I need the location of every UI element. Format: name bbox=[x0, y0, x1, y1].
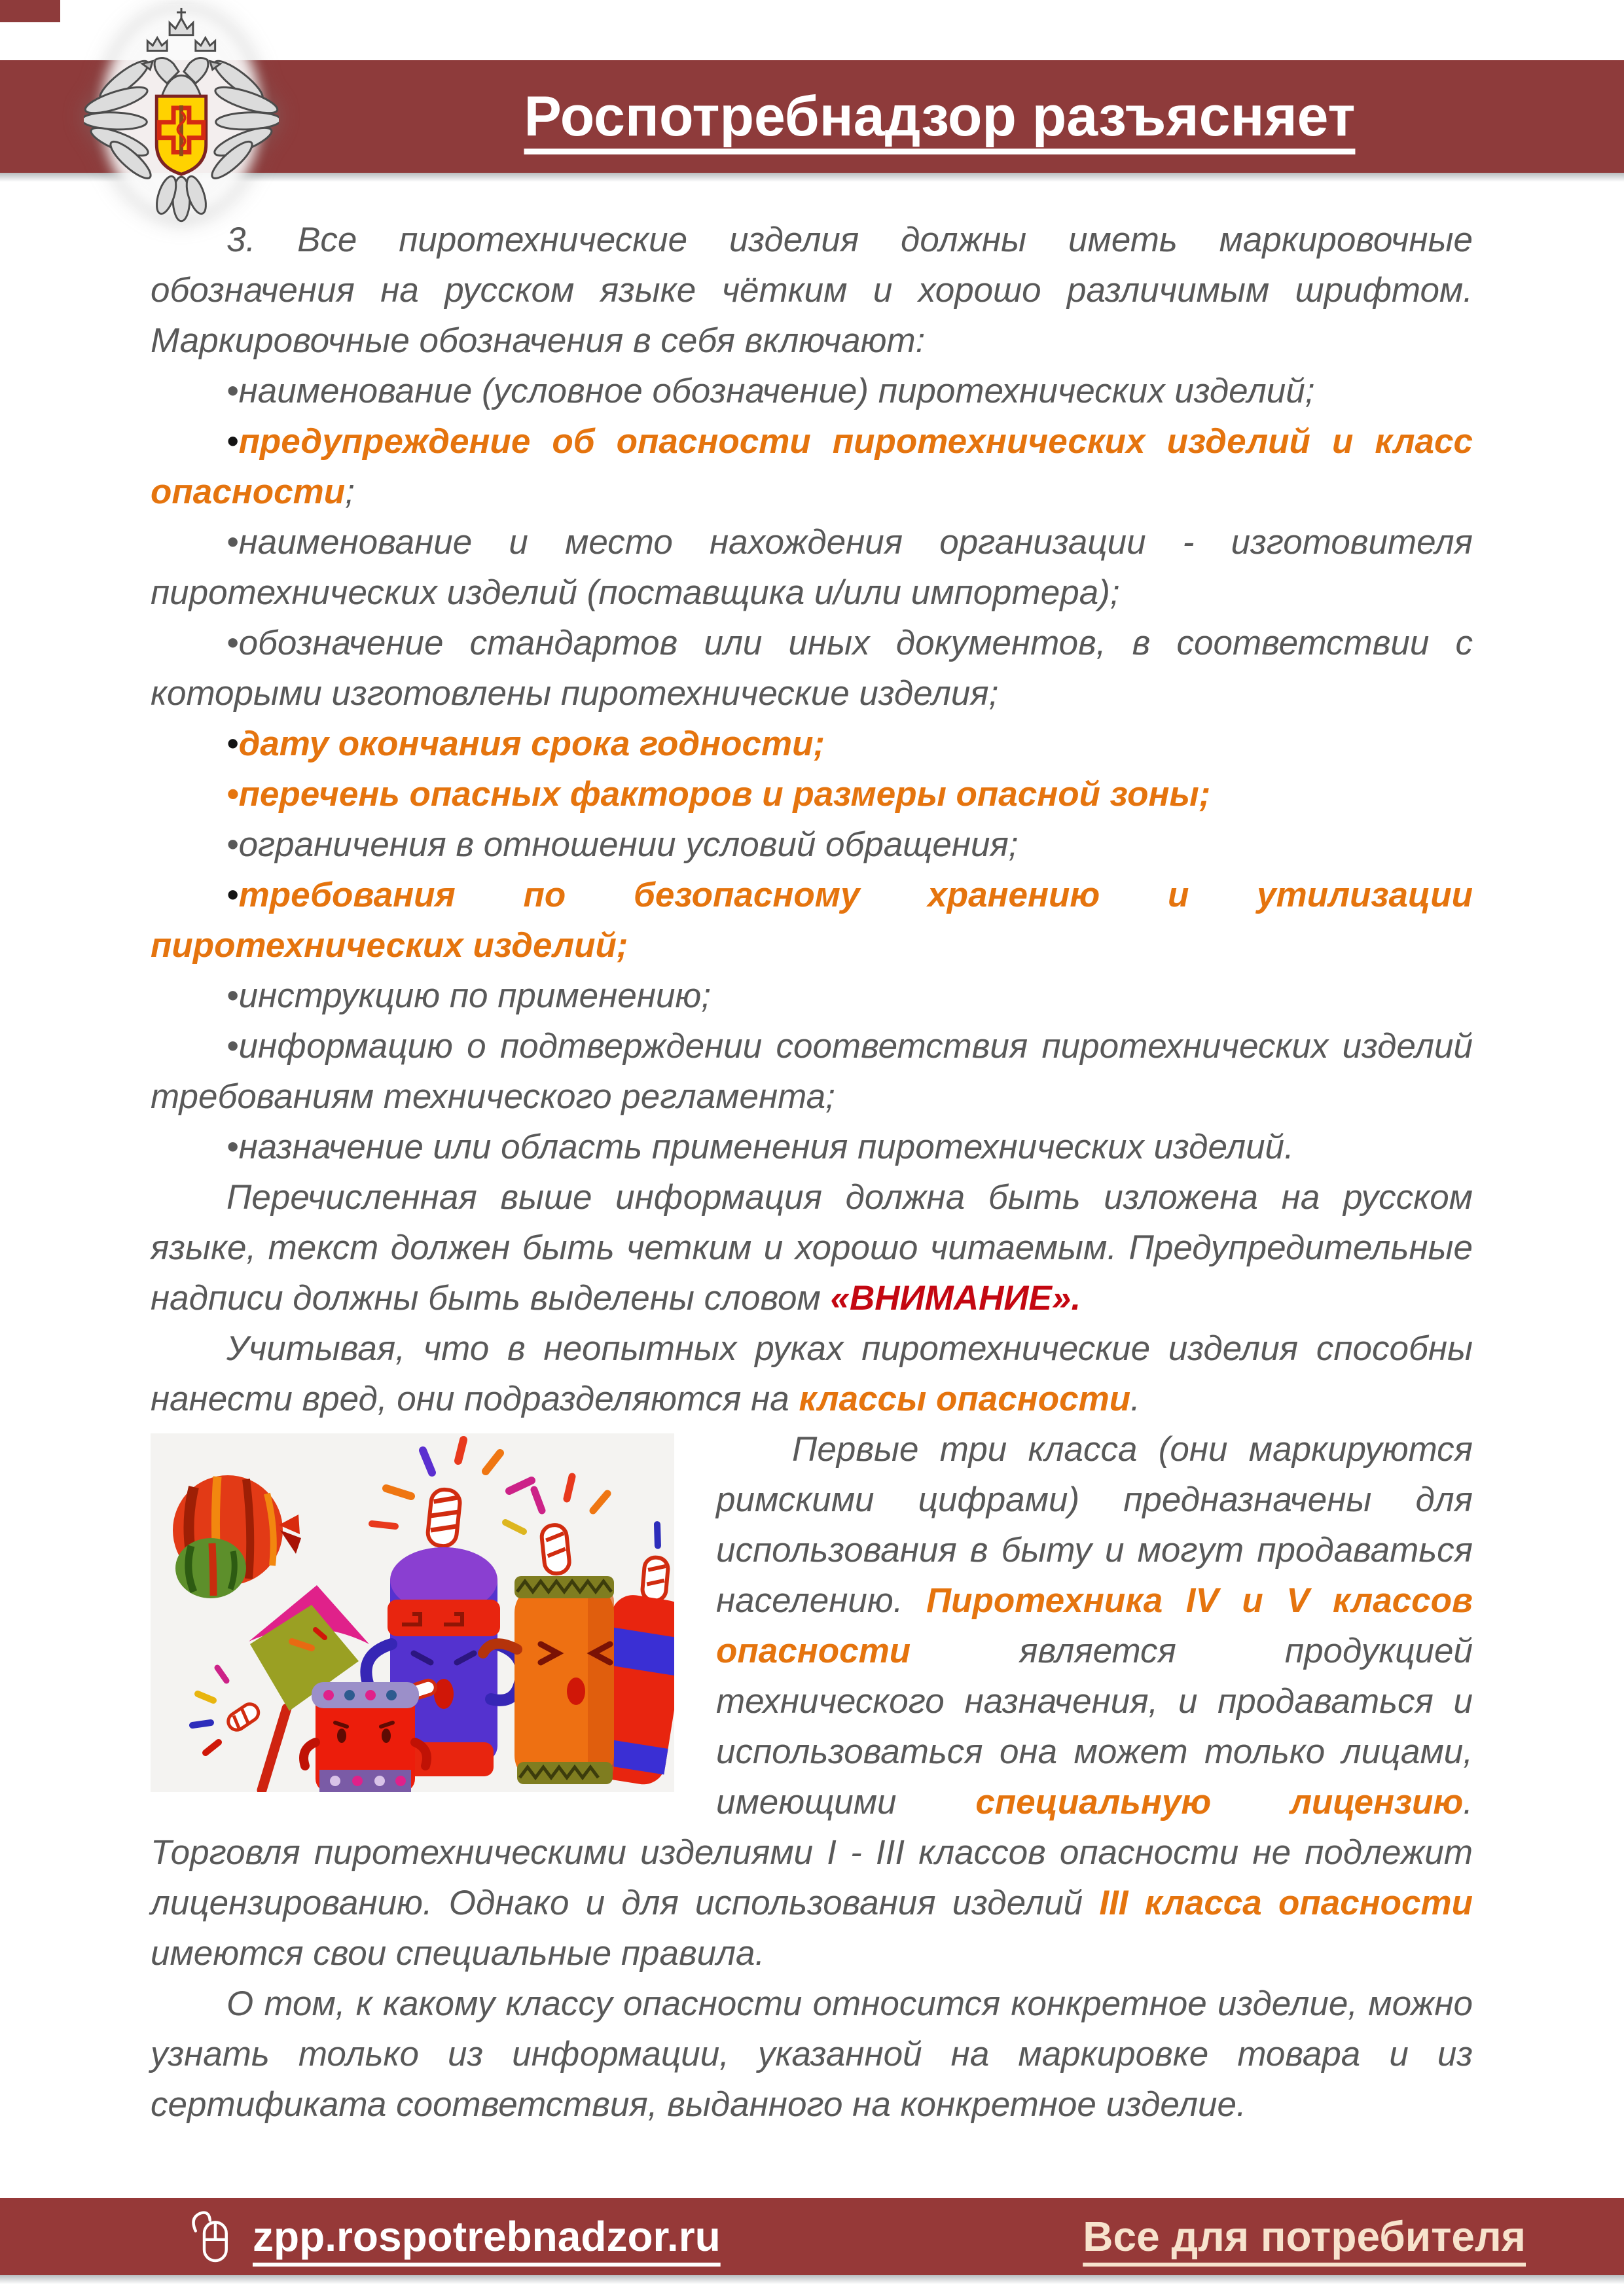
text-segment: обозначение стандартов или иных документов, в соответствии с которыми изготовлены пиротехнические изделия; bbox=[151, 624, 1473, 713]
bullet-item bbox=[151, 1021, 1473, 1122]
bullet-marker: • bbox=[226, 422, 239, 461]
text-segment: инструкцию по применению; bbox=[238, 977, 712, 1015]
text-segment: . Торговля пиротехническими изделиями I - III классов опасности не подлежит лицензированию. Однако и для использования изделий bbox=[151, 1783, 1473, 1922]
text-segment: информацию о подтверждении соответствия пиротехнических изделий требованиям технического регламента; bbox=[151, 1027, 1473, 1116]
text-segment: наименование (условное обозначение) пиротехнических изделий; bbox=[238, 372, 1315, 410]
footer-site-link[interactable] bbox=[190, 2208, 721, 2265]
text-segment: Первые три класса (они маркируются римскими цифрами) предназначены для использования в быту и могут продаваться населению. bbox=[716, 1430, 1473, 1620]
bullet-item bbox=[151, 769, 1473, 819]
bullet-marker: • bbox=[226, 523, 239, 562]
bullet-item bbox=[151, 1122, 1473, 1172]
paragraph bbox=[151, 1172, 1473, 1323]
bullet-item bbox=[151, 618, 1473, 719]
footer-site-text: zpp.rospotrebnadzor.ru bbox=[253, 2213, 721, 2260]
text-segment: является продукцией технического назначения, и продаваться и использоваться она может только лицами, имеющими bbox=[716, 1632, 1473, 1821]
article bbox=[151, 215, 1473, 2130]
text-segment: Учитывая, что в неопытных руках пиротехнические изделия способны нанести вред, они подразделяются на bbox=[151, 1329, 1473, 1418]
bullet-item bbox=[151, 971, 1473, 1021]
paragraph bbox=[151, 215, 1473, 366]
text-segment: Пиротехника IV и V классов опасности bbox=[716, 1581, 1473, 1670]
text-segment: имеются свои специальные правила. bbox=[151, 1934, 765, 1973]
text-segment: перечень опасных факторов и размеры опасной зоны; bbox=[238, 775, 1211, 814]
corner-accent bbox=[0, 0, 60, 22]
text-segment: ; bbox=[345, 473, 355, 511]
bullet-marker: • bbox=[226, 825, 239, 864]
bullet-item bbox=[151, 416, 1473, 517]
text-segment: . bbox=[1130, 1380, 1140, 1418]
footer bbox=[0, 2198, 1624, 2275]
text-segment: дату окончания срока годности; bbox=[238, 725, 825, 763]
text-segment: «ВНИМАНИЕ». bbox=[830, 1279, 1081, 1318]
bullet-marker: • bbox=[226, 725, 239, 763]
text-segment: 3. Все пиротехнические изделия должны иметь маркировочные обозначения на русском языке чётким и хорошо различимым шрифтом. Маркировочные обозначения в себя включают: bbox=[151, 221, 1473, 360]
bullet-item bbox=[151, 870, 1473, 971]
bullet-item bbox=[151, 719, 1473, 769]
text-segment: Перечисленная выше информация должна быть изложена на русском языке, текст должен быть четким и хорошо читаемым. Предупредительные надписи должны быть выделены словом bbox=[151, 1178, 1473, 1318]
article-top bbox=[151, 215, 1473, 1424]
bullet-item bbox=[151, 517, 1473, 618]
rospotrebnadzor-eagle-logo bbox=[84, 4, 279, 228]
text-segment: специальную лицензию bbox=[975, 1783, 1464, 1821]
footer-slogan: Все для потребителя bbox=[1083, 2213, 1526, 2260]
page-title: Роспотребнадзор разъясняет bbox=[524, 84, 1356, 148]
paragraph bbox=[151, 1979, 1473, 2130]
text-segment: III класса опасности bbox=[1099, 1884, 1473, 1922]
bullet-marker: • bbox=[226, 1027, 239, 1066]
paragraph bbox=[151, 1323, 1473, 1424]
header bbox=[281, 60, 1598, 173]
bullet-marker: • bbox=[226, 624, 239, 662]
cartoon-firecrackers-illustration bbox=[151, 1433, 674, 1792]
bullet-item bbox=[151, 819, 1473, 870]
text-segment: ограничения в отношении условий обращения; bbox=[238, 825, 1019, 864]
bullet-item bbox=[151, 366, 1473, 416]
text-segment: назначение или область применения пиротехнических изделий. bbox=[238, 1128, 1294, 1166]
bullet-marker: • bbox=[226, 876, 239, 914]
text-segment: наименование и место нахождения организации - изготовителя пиротехнических изделий (поставщика и/или импортера); bbox=[151, 523, 1473, 612]
article-bottom bbox=[151, 1424, 1473, 2130]
text-segment: О том, к какому классу опасности относится конкретное изделие, можно узнать только из информации, указанной на маркировке товара и из сертификата соответствия, выданного на конкретное изделие. bbox=[151, 1984, 1473, 2124]
text-segment: предупреждение об опасности пиротехнических изделий и класс опасности bbox=[151, 422, 1473, 511]
bullet-marker: • bbox=[226, 977, 239, 1015]
mouse-icon bbox=[190, 2208, 233, 2265]
text-segment: требования по безопасному хранению и утилизации пиротехнических изделий; bbox=[151, 876, 1473, 965]
text-segment: классы опасности bbox=[799, 1380, 1131, 1418]
bullet-marker: • bbox=[226, 1128, 239, 1166]
bullet-marker: • bbox=[226, 775, 239, 814]
bullet-marker: • bbox=[226, 372, 239, 410]
